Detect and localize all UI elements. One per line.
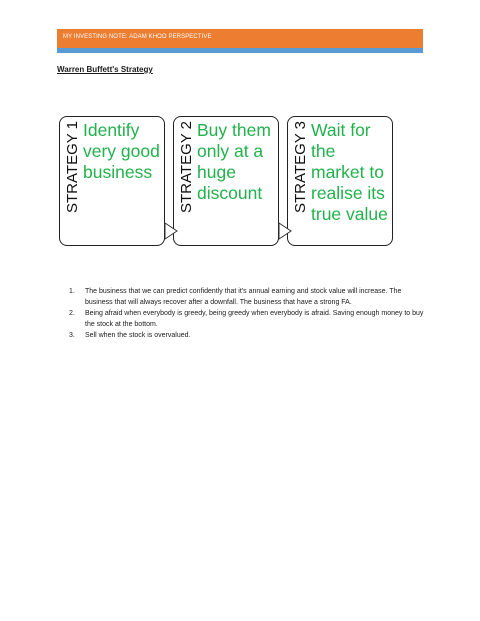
list-number: 2. <box>69 310 75 317</box>
strategy-box-1 <box>59 116 165 246</box>
list-number: 3. <box>69 332 75 339</box>
section-title: Warren Buffett's Strategy <box>57 65 153 74</box>
strategy-label-2: STRATEGY 2 <box>178 121 195 213</box>
header-title: MY INVESTING NOTE: ADAM KHOO PERSPECTIVE <box>63 34 212 40</box>
list-item <box>57 308 427 330</box>
list-text: The business that we can predict confidently that it's annual earning and stock value will increase. The business that will always recover after a downfall. The business that have a strong FA. <box>85 288 402 306</box>
strategy-box-2 <box>173 116 279 246</box>
list-number: 1. <box>69 288 75 295</box>
strategy-text-2: Buy them only at a huge discount <box>197 120 271 203</box>
list-item <box>57 286 427 308</box>
strategy-label-1: STRATEGY 1 <box>64 121 81 213</box>
header-bar <box>57 29 423 48</box>
header-underline <box>57 48 423 53</box>
strategy-label-3: STRATEGY 3 <box>292 121 309 213</box>
strategy-text-1: Identify very good business <box>83 120 160 182</box>
arrow-right-icon <box>278 222 292 240</box>
notes-list <box>57 286 427 341</box>
arrow-right-icon <box>164 222 178 240</box>
list-item <box>57 330 427 341</box>
list-text: Sell when the stock is overvalued. <box>85 332 191 339</box>
strategy-box-3 <box>287 116 393 246</box>
strategy-text-3: Wait for the market to realise its true value <box>311 120 388 224</box>
list-text: Being afraid when everybody is greedy, being greedy when everybody is afraid. Saving enough money to buy the stock at the bottom. <box>85 310 424 328</box>
